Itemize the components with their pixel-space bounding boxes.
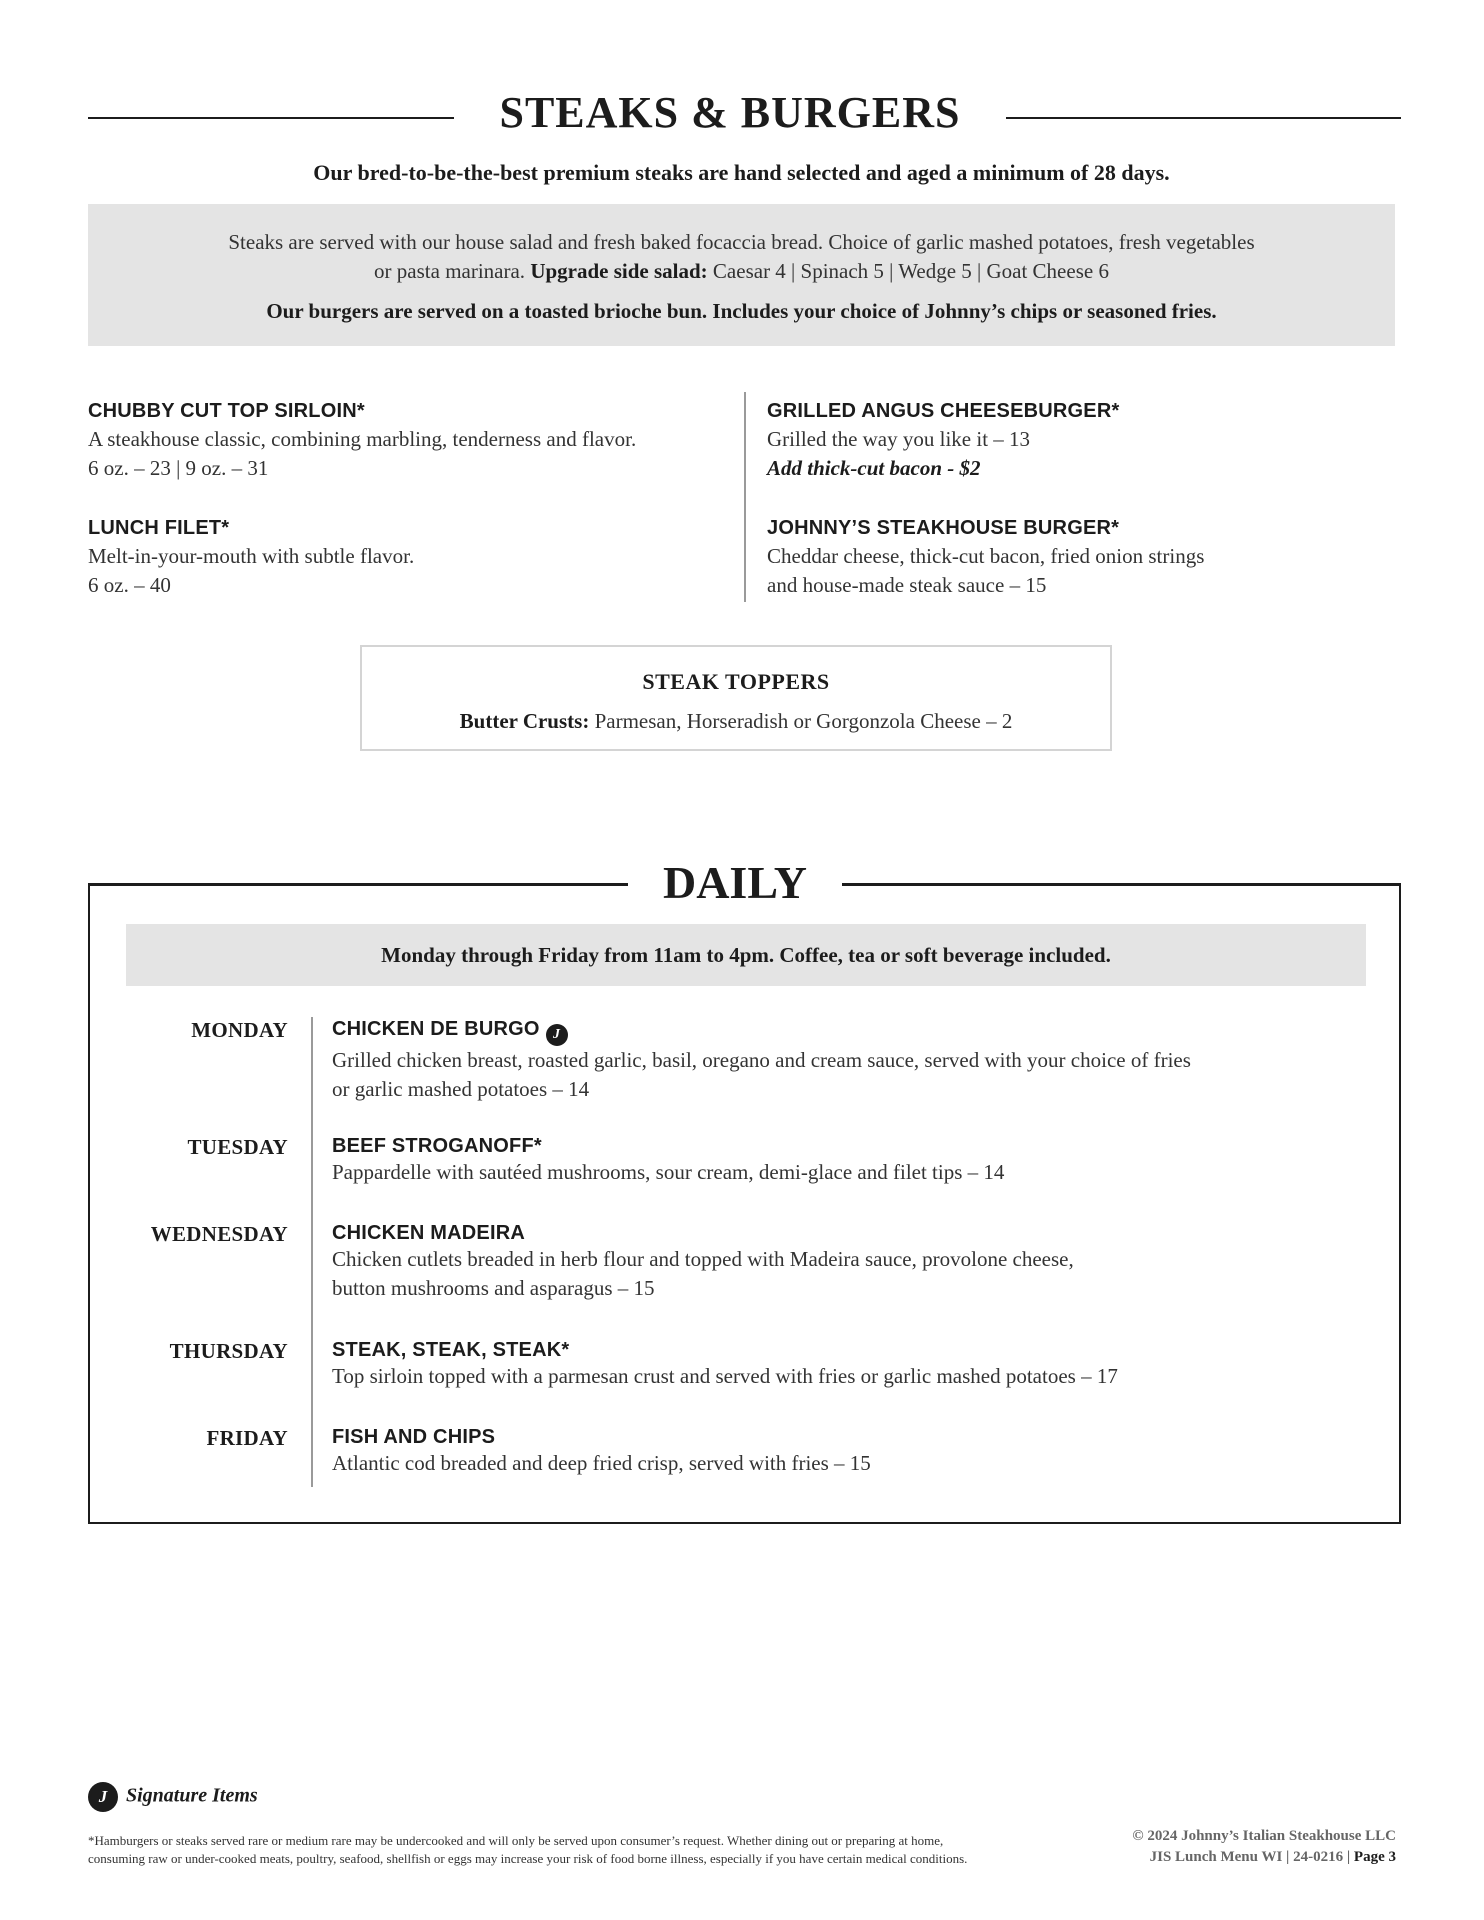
item-name: CHUBBY CUT TOP SIRLOIN* [88,400,365,422]
menu-item [88,400,728,483]
steaks-tagline: Our bred-to-be-the-best premium steaks are hand selected and aged a minimum of 28 days. [313,160,1170,185]
upgrade-label: Upgrade side salad: [530,259,708,283]
copyright: © 2024 Johnny’s Italian Steakhouse LLC [1132,1828,1396,1844]
daily-divider [311,1017,313,1487]
day-label-tuesday: TUESDAY [187,1135,288,1159]
daily-item-monday [332,1018,1352,1104]
item-price: 6 oz. – 23 | 9 oz. – 31 [88,456,269,480]
item-desc: Top sirloin topped with a parmesan crust and served with fries or garlic mashed potatoes – 17 [332,1364,1118,1388]
day-label-friday: FRIDAY [206,1426,288,1450]
title-rule-right [1006,117,1401,119]
item-desc: Cheddar cheese, thick-cut bacon, fried onion strings [767,544,1205,568]
item-name: GRILLED ANGUS CHEESEBURGER* [767,400,1120,422]
item-desc: Melt-in-your-mouth with subtle flavor. [88,544,415,568]
toppers-options: Parmesan, Horseradish or Gorgonzola Cheese – 2 [594,709,1013,733]
item-desc: Atlantic cod breaded and deep fried crisp, served with fries – 15 [332,1451,871,1475]
item-desc: Chicken cutlets breaded in herb flour and topped with Madeira sauce, provolone cheese, [332,1247,1074,1271]
item-desc-2: and house-made steak sauce – 15 [767,573,1047,597]
menu-item [88,517,728,600]
steak-toppers-box [360,645,1112,751]
daily-item-thursday [332,1339,1352,1391]
menu-item [767,400,1407,483]
item-desc: A steakhouse classic, combining marbling, tenderness and flavor. [88,427,637,451]
upgrade-options: Caesar 4 | Spinach 5 | Wedge 5 | Goat Cheese 6 [712,259,1109,283]
item-desc-2: or garlic mashed potatoes – 14 [332,1077,590,1101]
item-name: JOHNNY’S STEAKHOUSE BURGER* [767,517,1120,539]
daily-item-wednesday [332,1222,1352,1303]
signature-icon: J [546,1024,568,1046]
disclaimer-line-2: consuming raw or under-cooked meats, poultry, seafood, shellfish or eggs may increase your risk of food borne illness, especially if you have certain medical conditions. [88,1851,968,1866]
day-label-thursday: THURSDAY [169,1339,288,1363]
signature-legend [88,1782,258,1812]
signature-icon: J [88,1782,118,1812]
legend-text: Signature Items [126,1784,258,1807]
item-name: CHICKEN MADEIRA [332,1222,525,1244]
steaks-burgers-title: STEAKS & BURGERS [454,85,1006,141]
item-desc: Grilled chicken breast, roasted garlic, basil, oregano and cream sauce, served with your choice of fries [332,1048,1191,1072]
daily-item-friday [332,1426,1352,1478]
footer-right [1132,1826,1396,1868]
item-name-text: CHICKEN DE BURGO [332,1018,540,1040]
daily-band: Monday through Friday from 11am to 4pm. Coffee, tea or soft beverage included. [126,924,1366,986]
toppers-label: Butter Crusts: [459,709,590,733]
menu-code-line [1132,1847,1396,1868]
item-desc: Pappardelle with sautéed mushrooms, sour cream, demi-glace and filet tips – 14 [332,1160,1005,1184]
footer-disclaimer [88,1832,1068,1868]
column-divider [744,392,746,602]
item-addon: Add thick-cut bacon - $2 [767,456,981,480]
daily-item-tuesday [332,1135,1352,1187]
toppers-title: STEAK TOPPERS [642,669,830,694]
menu-code: JIS Lunch Menu WI | 24-0216 | [1149,1849,1351,1865]
page-number: Page 3 [1353,1849,1396,1865]
info-line-2: or pasta marinara. [374,259,526,283]
info-text [88,228,1395,286]
item-name: BEEF STROGANOFF* [332,1135,542,1157]
daily-rule-right [842,883,1401,886]
disclaimer-line-1: *Hamburgers or steaks served rare or medium rare may be undercooked and will only be served upon consumer’s request. Whether dining out or preparing at home, [88,1833,944,1848]
item-name [332,1018,1352,1046]
day-label-monday: MONDAY [191,1018,288,1042]
item-price: 6 oz. – 40 [88,573,171,597]
item-name: FISH AND CHIPS [332,1426,496,1448]
menu-item [767,517,1407,600]
item-desc-2: button mushrooms and asparagus – 15 [332,1276,655,1300]
item-name: LUNCH FILET* [88,517,230,539]
title-rule-left [88,117,454,119]
daily-rule-left [88,883,628,886]
daily-title: DAILY [628,853,842,913]
item-desc: Grilled the way you like it – 13 [767,427,1031,451]
steaks-info-box [88,204,1395,346]
burger-note: Our burgers are served on a toasted brioche bun. Includes your choice of Johnny’s chips or seasoned fries. [266,299,1217,323]
item-name: STEAK, STEAK, STEAK* [332,1339,570,1361]
info-line-1: Steaks are served with our house salad and fresh baked focaccia bread. Choice of garlic mashed potatoes, fresh vegetables [228,230,1255,254]
toppers-line [362,709,1110,734]
day-label-wednesday: WEDNESDAY [150,1222,288,1246]
